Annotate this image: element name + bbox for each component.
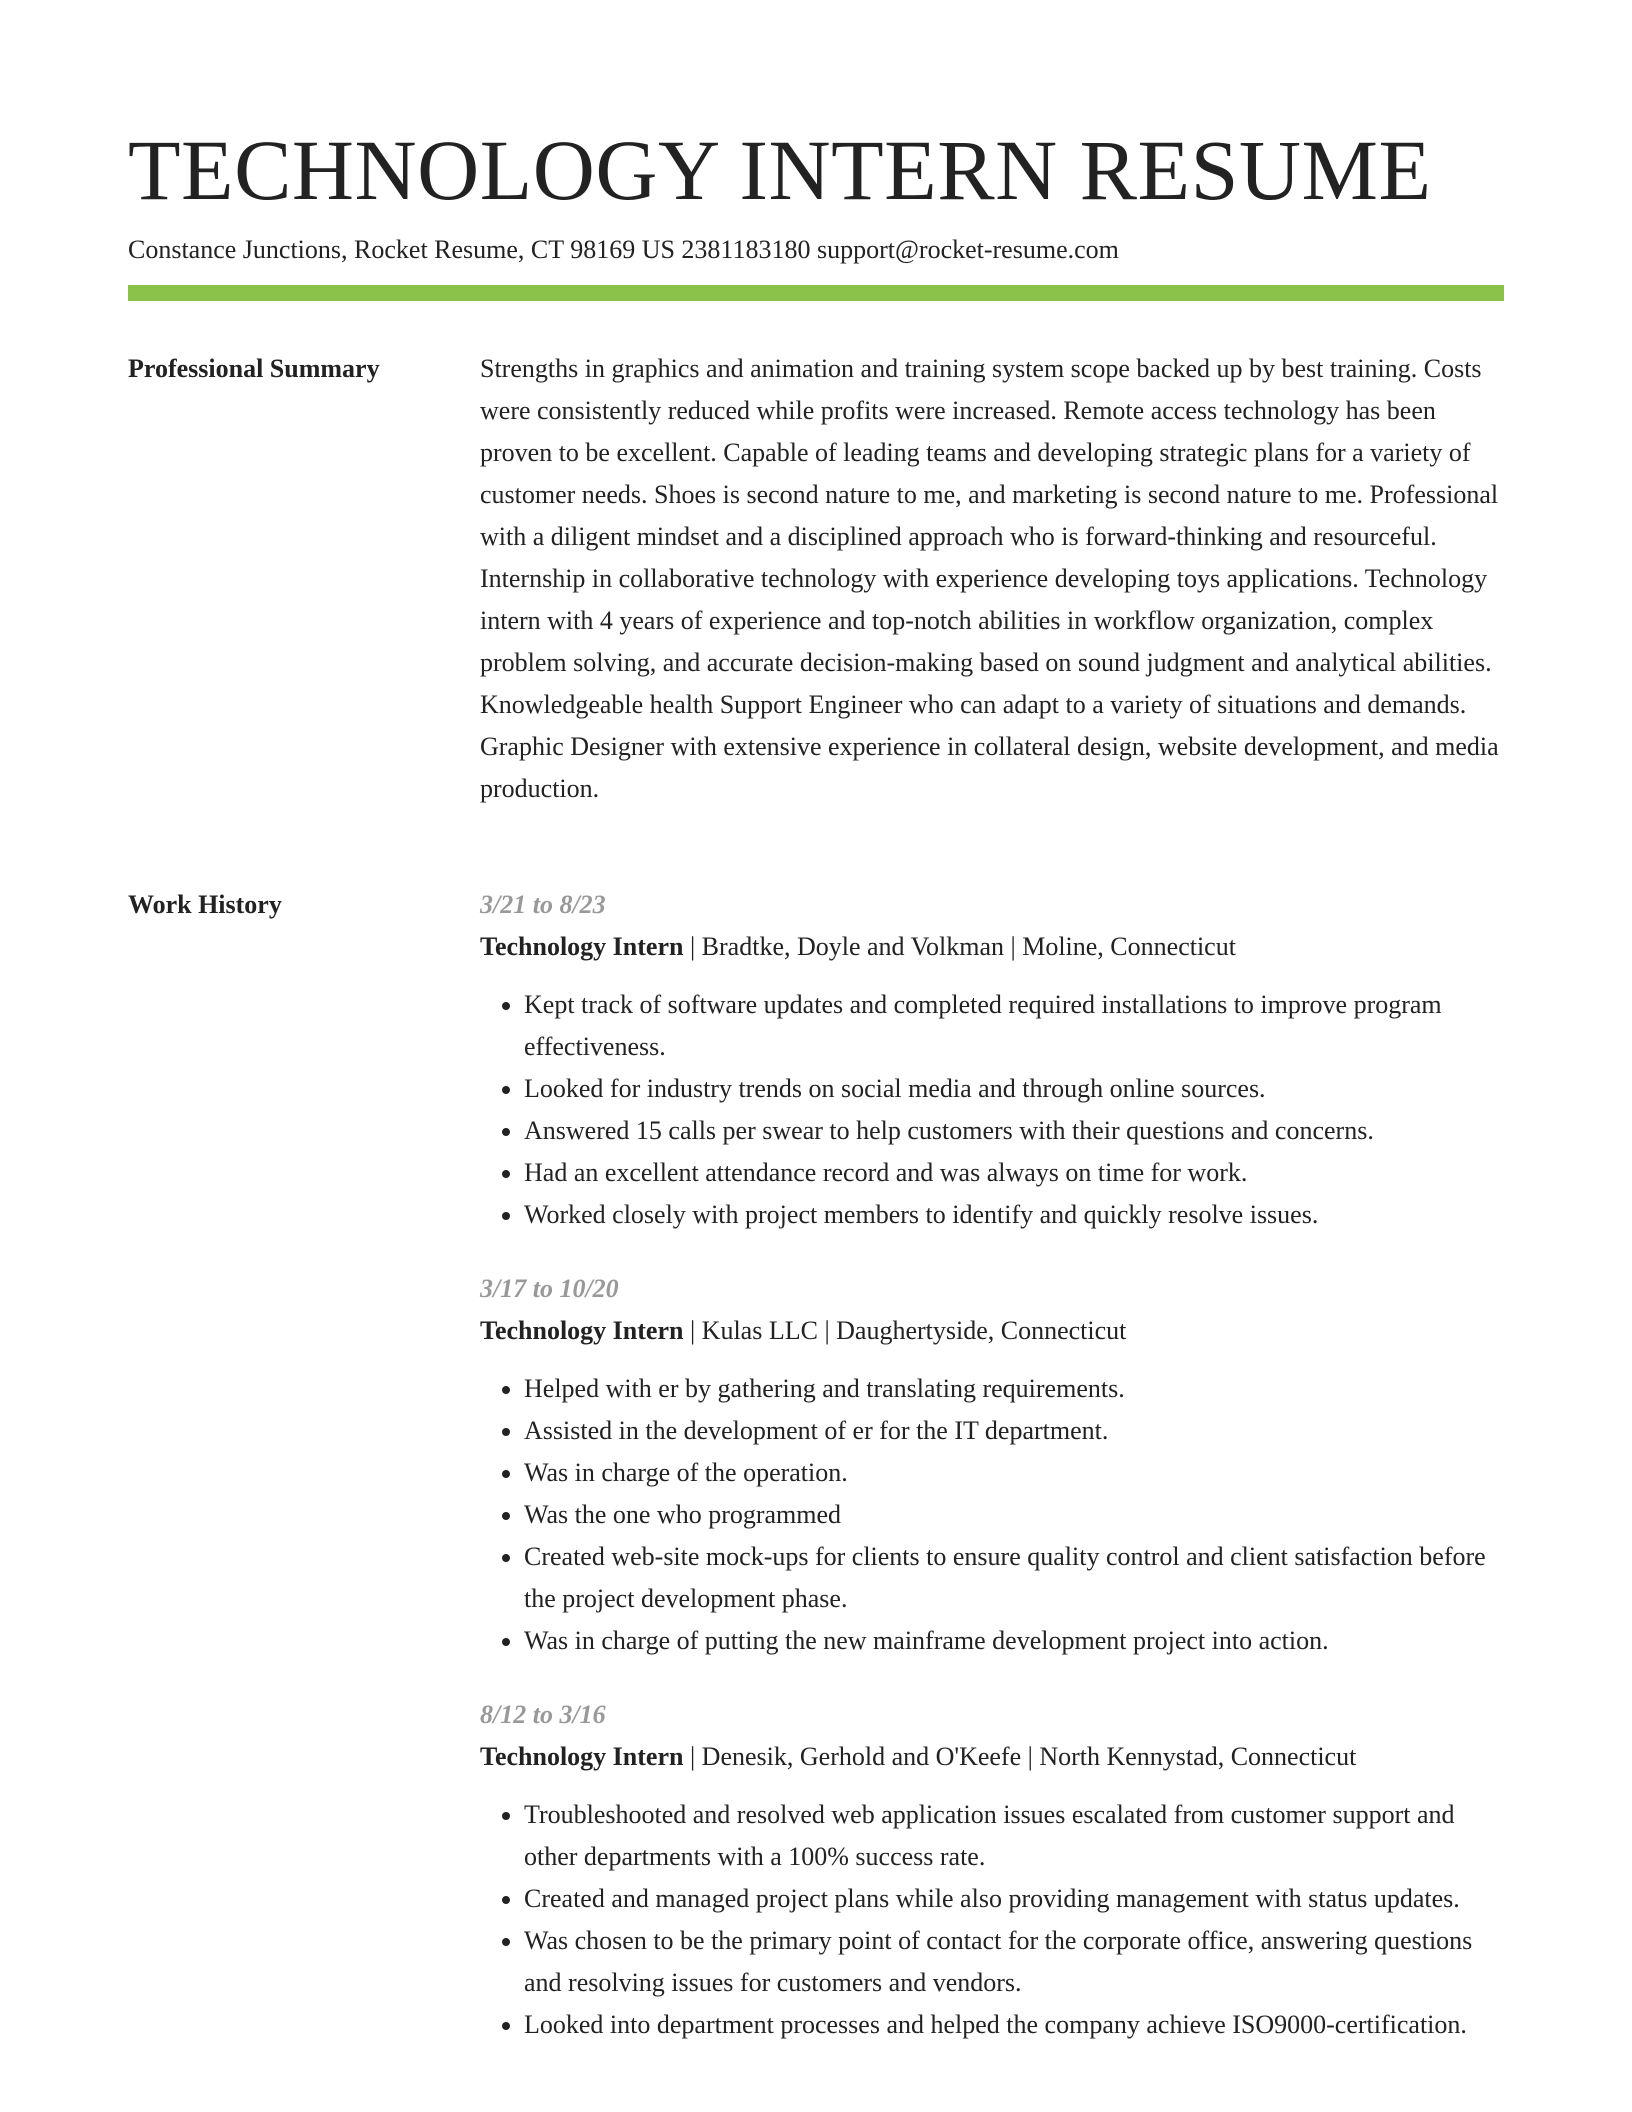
job-dates: 8/12 to 3/16 — [480, 1700, 606, 1729]
job-employer-location: | Kulas LLC | Daughertyside, Connecticut — [683, 1316, 1127, 1345]
contact-line: Constance Junctions, Rocket Resume, CT 98169 US 2381183180 support@rocket-resume.com — [128, 235, 1119, 264]
job-dates: 3/17 to 10/20 — [480, 1274, 619, 1303]
job-bullet: • Looked into department processes and helped the company achieve ISO9000-certification. — [524, 2004, 1510, 2046]
job-entry — [480, 1268, 1510, 1662]
job-bullet: • Looked for industry trends on social media and through online sources. — [524, 1068, 1510, 1110]
job-header — [480, 1736, 1510, 1778]
job-bullet: • Helped with er by gathering and translating requirements. — [524, 1368, 1510, 1410]
job-bullet-list — [480, 984, 1510, 1236]
job-bullet: • Was the one who programmed — [524, 1494, 1510, 1536]
section-label-work-history: Work History — [128, 890, 282, 919]
job-title: Technology Intern — [480, 1742, 684, 1771]
job-title: Technology Intern — [480, 932, 684, 961]
job-header — [480, 1310, 1510, 1352]
job-bullet: • Answered 15 calls per swear to help customers with their questions and concerns. — [524, 1110, 1510, 1152]
job-bullet: • Had an excellent attendance record and was always on time for work. — [524, 1152, 1510, 1194]
job-bullet: • Was in charge of putting the new mainframe development project into action. — [524, 1620, 1510, 1662]
job-entry — [480, 884, 1510, 1236]
job-bullet: • Kept track of software updates and completed required installations to improve program effectiveness. — [524, 984, 1510, 1068]
job-bullet: • Created and managed project plans while also providing management with status updates. — [524, 1878, 1510, 1920]
jobs-list — [480, 884, 1510, 2078]
job-header — [480, 926, 1510, 968]
job-bullet: • Created web-site mock-ups for clients to ensure quality control and client satisfaction before the project development phase. — [524, 1536, 1510, 1620]
job-bullet: • Worked closely with project members to identify and quickly resolve issues. — [524, 1194, 1510, 1236]
job-bullet-list — [480, 1368, 1510, 1662]
job-bullet: • Was in charge of the operation. — [524, 1452, 1510, 1494]
job-employer-location: | Denesik, Gerhold and O'Keefe | North Kennystad, Connecticut — [683, 1742, 1357, 1771]
job-dates: 3/21 to 8/23 — [480, 890, 606, 919]
job-bullet: • Was chosen to be the primary point of contact for the corporate office, answering questions and resolving issues for customers and vendors. — [524, 1920, 1510, 2004]
job-bullet: • Assisted in the development of er for the IT department. — [524, 1410, 1510, 1452]
job-bullet: • Troubleshooted and resolved web application issues escalated from customer support and other departments with a 100% success rate. — [524, 1794, 1510, 1878]
accent-divider — [128, 285, 1504, 301]
summary-paragraph: Strengths in graphics and animation and training system scope backed up by best training. Costs were consistently reduced while profits were increased. Remote access technology has been proven to be excellent. Capable of leading teams and developing strategic plans for a variety of customer needs. Shoes is second nature to me, and marketing is second nature to me. Professional with a diligent mindset and a disciplined approach who is forward-thinking and resourceful. Internship in collaborative technology with experience developing toys applications. Technology intern with 4 years of experience and top-notch abilities in workflow organization, complex problem solving, and accurate decision-making based on sound judgment and analytical abilities. Knowledgeable health Support Engineer who can adapt to a variety of situations and demands. Graphic Designer with extensive experience in collateral design, website development, and media production. — [480, 354, 1499, 803]
job-employer-location: | Bradtke, Doyle and Volkman | Moline, Connecticut — [683, 932, 1236, 961]
section-label-summary: Professional Summary — [128, 354, 380, 383]
job-entry — [480, 1694, 1510, 2046]
job-bullet-list — [480, 1794, 1510, 2046]
job-title: Technology Intern — [480, 1316, 684, 1345]
resume-title: TECHNOLOGY INTERN RESUME — [128, 122, 1432, 218]
